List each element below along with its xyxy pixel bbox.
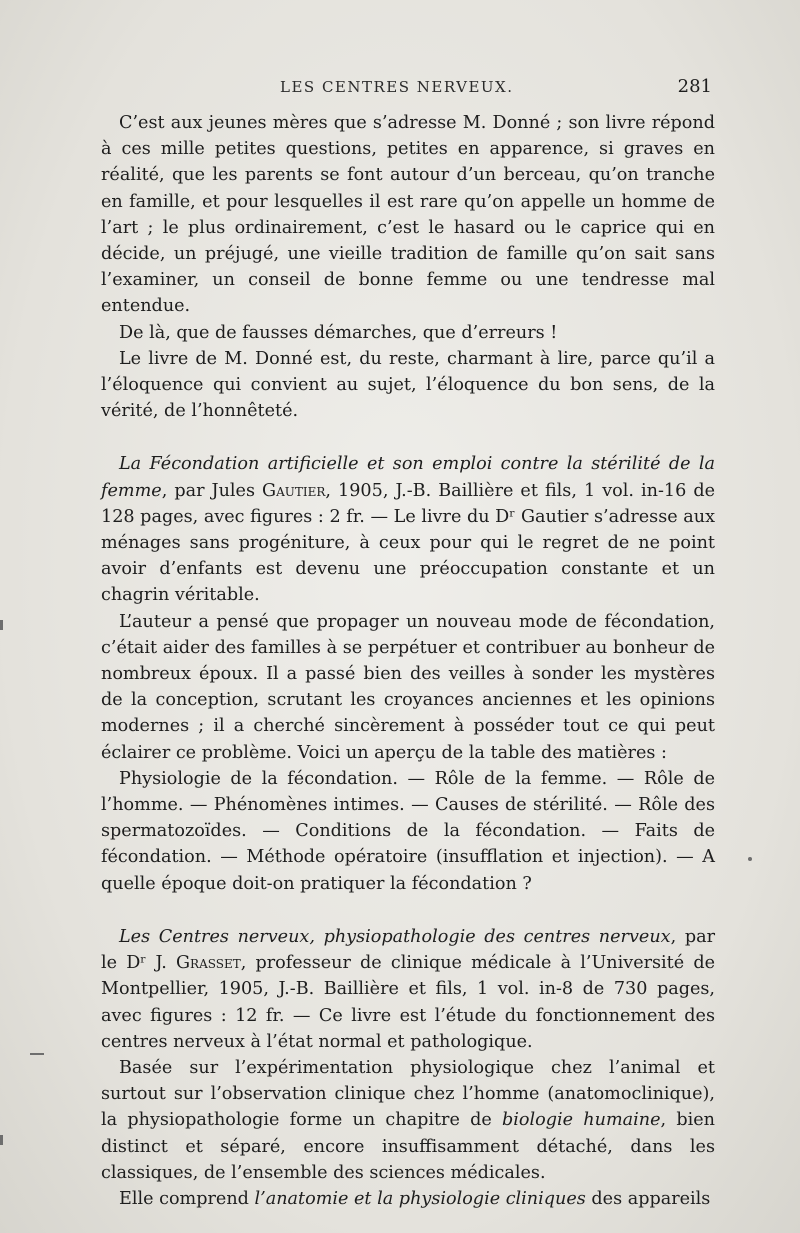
scan-mark (0, 620, 3, 630)
paragraph-table-of-contents: Physiologie de la fécondation. — Rôle de la femme. — Rôle de l’homme. — Phénomènes intimes. — Causes de stérilité. — Rôle des spermatozoïdes. — Conditions de la fécondation. — Faits de fécondation. — Méthode opératoire (insufflation et injection). — A quelle époque doit-on pratiquer la fécondation ? (101, 768, 715, 894)
review-title: Les Centres nerveux, physiopathologie des centres nerveux (119, 926, 671, 947)
review-centres-nerveux: Les Centres nerveux, physiopathologie des centres nerveux, par le Dʳ J. Grasset, professeur de clinique médicale à l’Université de Montpellier, 1905, J.-B. Baillière et fils, 1 vol. in-8 de 730 pages, avec figures : 12 fr. — Ce livre est l’étude du fonctionnement des centres nerveux à l’état normal et pathologique. (101, 926, 715, 1052)
scan-mark (30, 1053, 44, 1055)
section-gap (101, 424, 715, 451)
paragraph-clinical-anatomy: Elle comprend l’anatomie et la physiologie cliniques des appareils (119, 1188, 711, 1209)
review-title: La Fécondation artificielle et son emploi contre la stérilité de la femme (101, 454, 715, 501)
scan-mark (0, 1135, 3, 1145)
paragraph-author-intent: L’auteur a pensé que propager un nouveau mode de fécondation, c’était aider des familles à se perpétuer et contribuer au bonheur de nombreux époux. Il a passé bien des veilles à sonder les mystères de la conception, scrutant les croyances anciennes et les opinions modernes ; il a cherché sincèrement à posséder tout ce qui peut éclairer ce problème. Voici un aperçu de la table des matières : (101, 611, 715, 763)
page-header (100, 76, 712, 100)
page-number: 281 (677, 76, 712, 97)
running-title: LES CENTRES NERVEUX. (280, 78, 514, 96)
scan-mark (748, 857, 752, 861)
page-body (101, 110, 715, 1212)
emphasis-biologie: biologie humaine (502, 1110, 661, 1131)
paragraph-donne-intro: C’est aux jeunes mères que s’adresse M. Donné ; son livre répond à ces mille petites questions, petites en apparence, si graves en réalité, que les parents se font autour d’un berceau, qu’on tranche en famille, et pour lesquelles il est rare qu’on appelle un homme de l’art ; le plus ordinairement, c’est le hasard ou le caprice qui en décide, un préjugé, une vieille tradition de famille qu’on sait sans l’examiner, un conseil de bonne femme ou une tendresse mal entendue. (101, 113, 715, 317)
paragraph-physiopathology: Basée sur l’expérimentation physiologique chez l’animal et surtout sur l’observation clinique chez l’homme (anatomoclinique), la physiopathologie forme un chapitre de biologie humaine, bien distinct et séparé, encore insuffisamment détaché, dans les classiques, de l’ensemble des sciences médicales. (101, 1057, 715, 1183)
author-name: Gautier (262, 480, 326, 501)
section-gap (101, 897, 715, 924)
emphasis-anatomie: l’anatomie et la physiologie cliniques (254, 1188, 586, 1209)
paragraph-donne-eloquence: Le livre de M. Donné est, du reste, charmant à lire, parce qu’il a l’éloquence qui convient au sujet, l’éloquence du bon sens, de la vérité, de l’honnêteté. (101, 348, 715, 422)
paragraph-errors: De là, que de fausses démarches, que d’erreurs ! (119, 322, 558, 343)
review-fecondation: La Fécondation artificielle et son emploi contre la stérilité de la femme, par Jules Gautier, 1905, J.-B. Baillière et fils, 1 vol. in-16 de 128 pages, avec figures : 2 fr. — Le livre du Dʳ Gautier s’adresse aux ménages sans progéniture, à ceux pour qui le regret de ne point avoir d’enfants est devenu une préoccupation constante et un chagrin véritable. (101, 454, 715, 606)
author-name: Grasset (176, 953, 241, 974)
